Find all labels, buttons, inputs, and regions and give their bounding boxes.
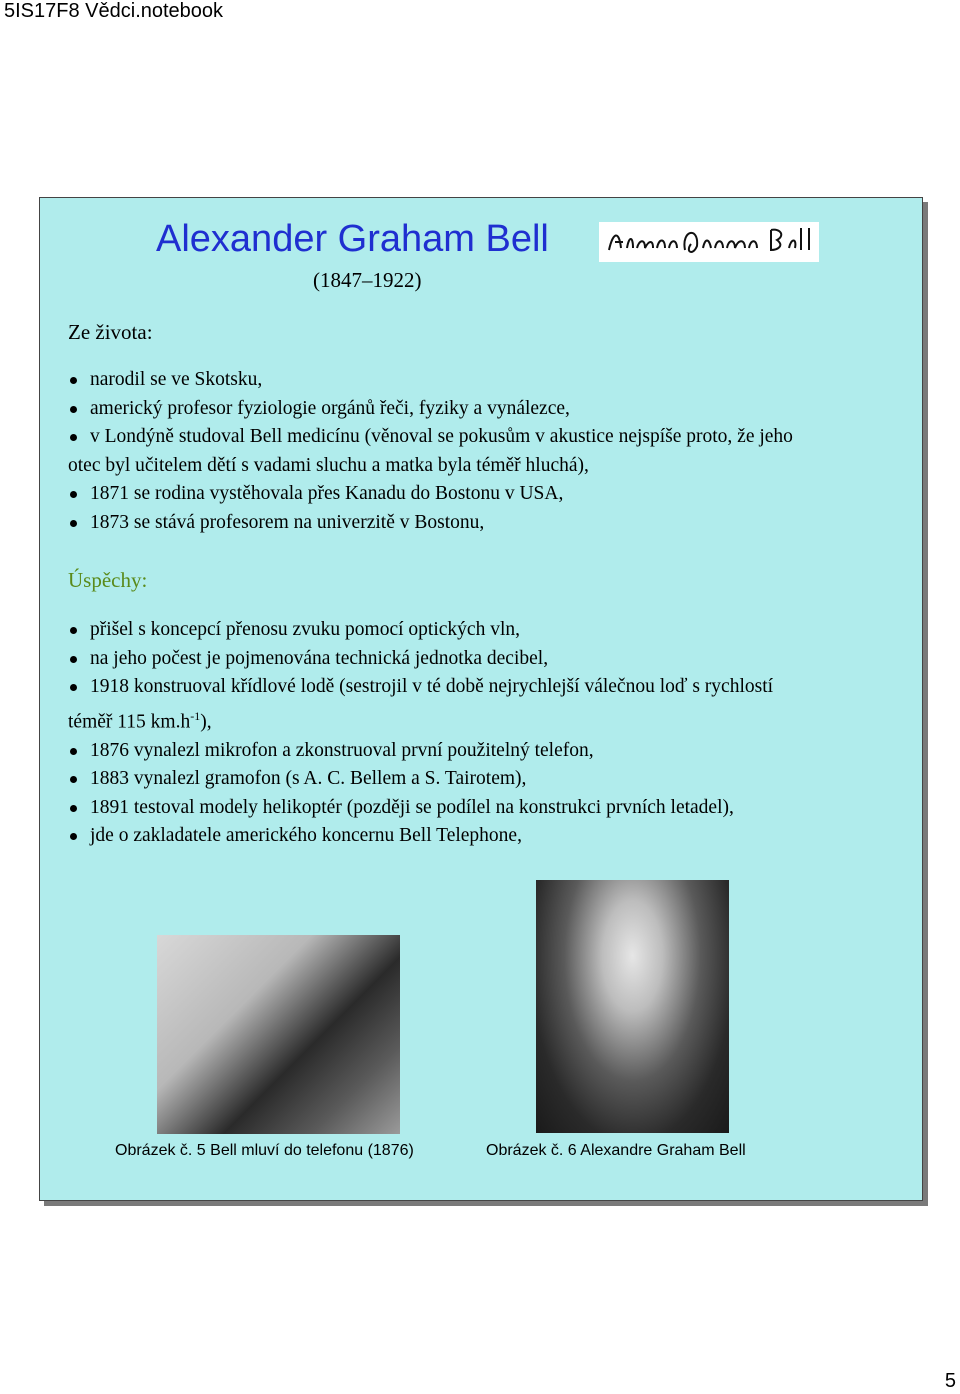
- success-heading: Úspěchy:: [68, 568, 148, 592]
- life-years: (1847–1922): [313, 268, 422, 292]
- list-item: narodil se ve Skotsku,: [68, 366, 908, 395]
- bullet-icon: [70, 684, 77, 691]
- list-item: v Londýně studoval Bell medicínu (věnoval se pokusům v akustice nejspíše proto, že jeho: [68, 423, 908, 452]
- success-list: [68, 616, 908, 851]
- list-item-continuation: otec byl učitelem dětí s vadami sluchu a matka byla téměř hluchá),: [68, 454, 589, 476]
- signature-icon: [599, 222, 819, 262]
- bullet-icon: [70, 776, 77, 783]
- list-item: 1891 testoval modely helikoptér (později se podílel na konstrukci prvních letadel),: [68, 794, 908, 823]
- signature-image: [599, 222, 819, 262]
- list-item: na jeho počest je pojmenována technická jednotka decibel,: [68, 645, 908, 674]
- list-item: 1873 se stává profesorem na univerzitě v Bostonu,: [68, 509, 908, 538]
- list-item-continuation: téměř 115 $km.h^{-1}$),: [68, 708, 212, 732]
- photo-bell-telephone: [157, 935, 400, 1134]
- bullet-icon: [70, 434, 77, 441]
- list-item: 1918 konstruoval křídlové lodě (sestrojil v té době nejrychlejší válečnou loď s rychlostí: [68, 673, 908, 702]
- slide-title: Alexander Graham Bell: [156, 218, 549, 260]
- caption-figure-5: Obrázek č. 5 Bell mluví do telefonu (1876): [115, 1142, 414, 1159]
- list-item: americký profesor fyziologie orgánů řeči, fyziky a vynálezce,: [68, 395, 908, 424]
- bullet-icon: [70, 805, 77, 812]
- bullet-icon: [70, 520, 77, 527]
- list-item: 1871 se rodina vystěhovala přes Kanadu do Bostonu v USA,: [68, 480, 908, 509]
- list-item: přišel s koncepcí přenosu zvuku pomocí optických vln,: [68, 616, 908, 645]
- page-number: 5: [944, 1370, 956, 1392]
- caption-figure-6: Obrázek č. 6 Alexandre Graham Bell: [486, 1142, 746, 1159]
- life-heading: Ze života:: [68, 320, 153, 344]
- bullet-icon: [70, 833, 77, 840]
- list-item: 1883 vynalezl gramofon (s A. C. Bellem a S. Tairotem),: [68, 765, 908, 794]
- life-list: [68, 366, 908, 537]
- superscript: -1: [190, 708, 201, 723]
- photo-bell-portrait: [536, 880, 729, 1133]
- slide: [39, 197, 923, 1201]
- bullet-icon: [70, 406, 77, 413]
- document-header: 5IS17F8 Vědci.notebook: [4, 0, 224, 22]
- bullet-icon: [70, 748, 77, 755]
- bullet-icon: [70, 627, 77, 634]
- bullet-icon: [70, 491, 77, 498]
- list-item: 1876 vynalezl mikrofon a zkonstruoval první použitelný telefon,: [68, 737, 908, 766]
- bullet-icon: [70, 377, 77, 384]
- list-item: jde o zakladatele amerického koncernu Bell Telephone,: [68, 822, 908, 851]
- bullet-icon: [70, 656, 77, 663]
